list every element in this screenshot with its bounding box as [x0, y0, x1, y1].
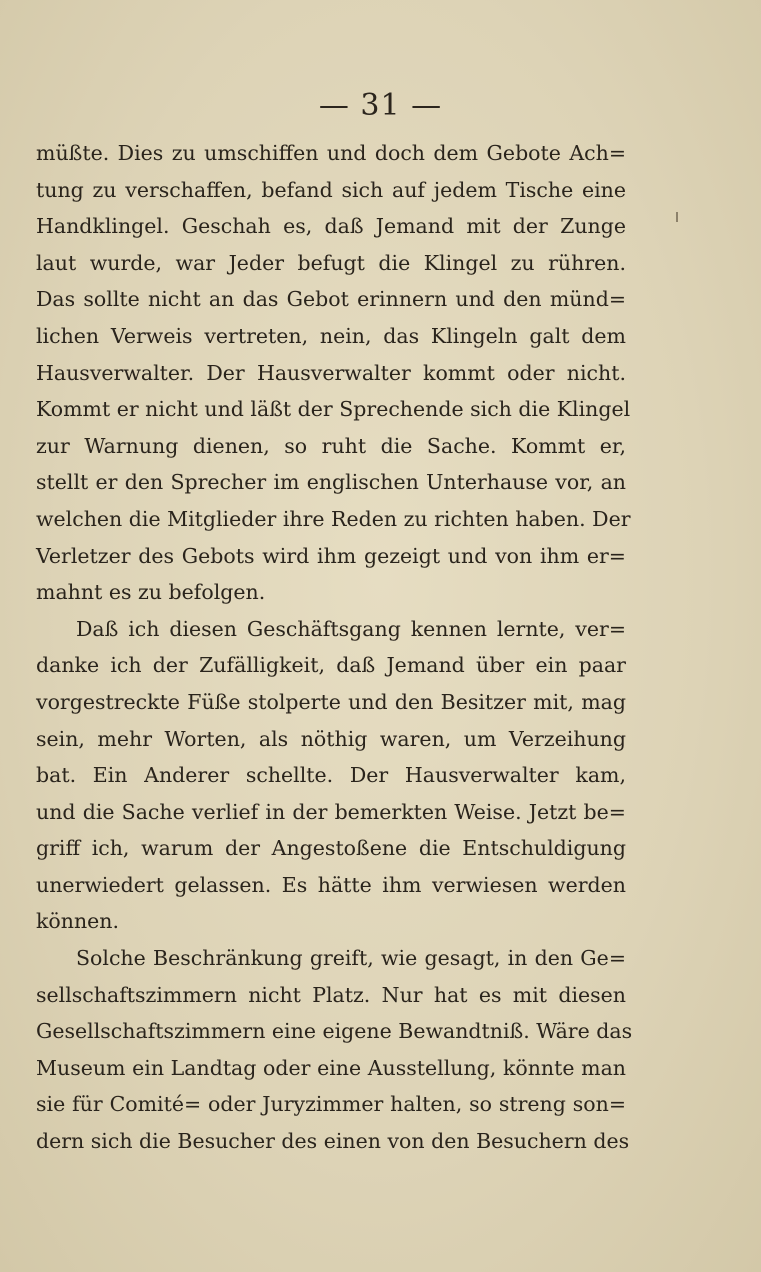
text-line: vorgestreckte Füße stolperte und den Besitzer mit, mag [36, 689, 626, 714]
paragraph-end-line: können. [36, 909, 120, 934]
text-line: lichen Verweis vertreten, nein, das Klingeln galt dem [36, 323, 626, 348]
text-line: zur Warnung dienen, so ruht die Sache. Kommt er, [36, 433, 626, 458]
text-line: unerwiedert gelassen. Es hätte ihm verwiesen werden [36, 872, 626, 897]
text-line: griff ich, warum der Angestoßene die Entschuldigung [36, 836, 626, 861]
text-line: müßte. Dies zu umschiffen und doch dem Gebote Ach= [36, 141, 626, 165]
text-line: sie für Comité= oder Juryzimmer halten, so streng son= [36, 1092, 626, 1117]
text-line: sellschaftszimmern nicht Platz. Nur hat es mit diesen [36, 982, 626, 1007]
text-line: stellt er den Sprecher im englischen Unterhause vor, an [36, 470, 626, 495]
text-line: laut wurde, war Jeder befugt die Klingel zu rühren. [36, 250, 626, 275]
text-line: dern sich die Besucher des einen von den Besuchern des [36, 1129, 630, 1154]
text-line: bat. Ein Anderer schellte. Der Hausverwalter kam, [36, 763, 626, 788]
text-line: Das sollte nicht an das Gebot erinnern und den münd= [36, 287, 626, 312]
text-line: welchen die Mitglieder ihre Reden zu richten haben. Der [36, 506, 631, 531]
text-line: Hausverwalter. Der Hausverwalter kommt oder nicht. [36, 360, 626, 385]
body-text [36, 135, 633, 1160]
paragraph-start-line: Daß ich diesen Geschäftsgang kennen lernte, ver= [76, 616, 626, 641]
text-line: tung zu verschaffen, befand sich auf jedem Tische eine [36, 177, 626, 202]
text-line: Verletzer des Gebots wird ihm gezeigt und von ihm er= [36, 543, 626, 568]
text-line: Kommt er nicht und läßt der Sprechende sich die Klingel [36, 397, 631, 422]
paragraph-start-line: Solche Beschränkung greift, wie gesagt, in den Ge= [76, 946, 626, 971]
text-line: Museum ein Landtag oder eine Ausstellung, könnte man [36, 1055, 626, 1080]
page-number: — 31 — [318, 88, 443, 123]
text-line: sein, mehr Worten, als nöthig waren, um Verzeihung [36, 726, 626, 751]
paragraph-end-line: mahnt es zu befolgen. [36, 580, 266, 605]
text-line: und die Sache verlief in der bemerkten Weise. Jetzt be= [36, 799, 626, 824]
text-line: Gesellschaftszimmern eine eigene Bewandtniß. Wäre das [36, 1019, 633, 1044]
margin-mark [676, 212, 678, 222]
text-line: danke ich der Zufälligkeit, daß Jemand über ein paar [36, 653, 626, 678]
text-line: Handklingel. Geschah es, daß Jemand mit der Zunge [36, 214, 626, 239]
